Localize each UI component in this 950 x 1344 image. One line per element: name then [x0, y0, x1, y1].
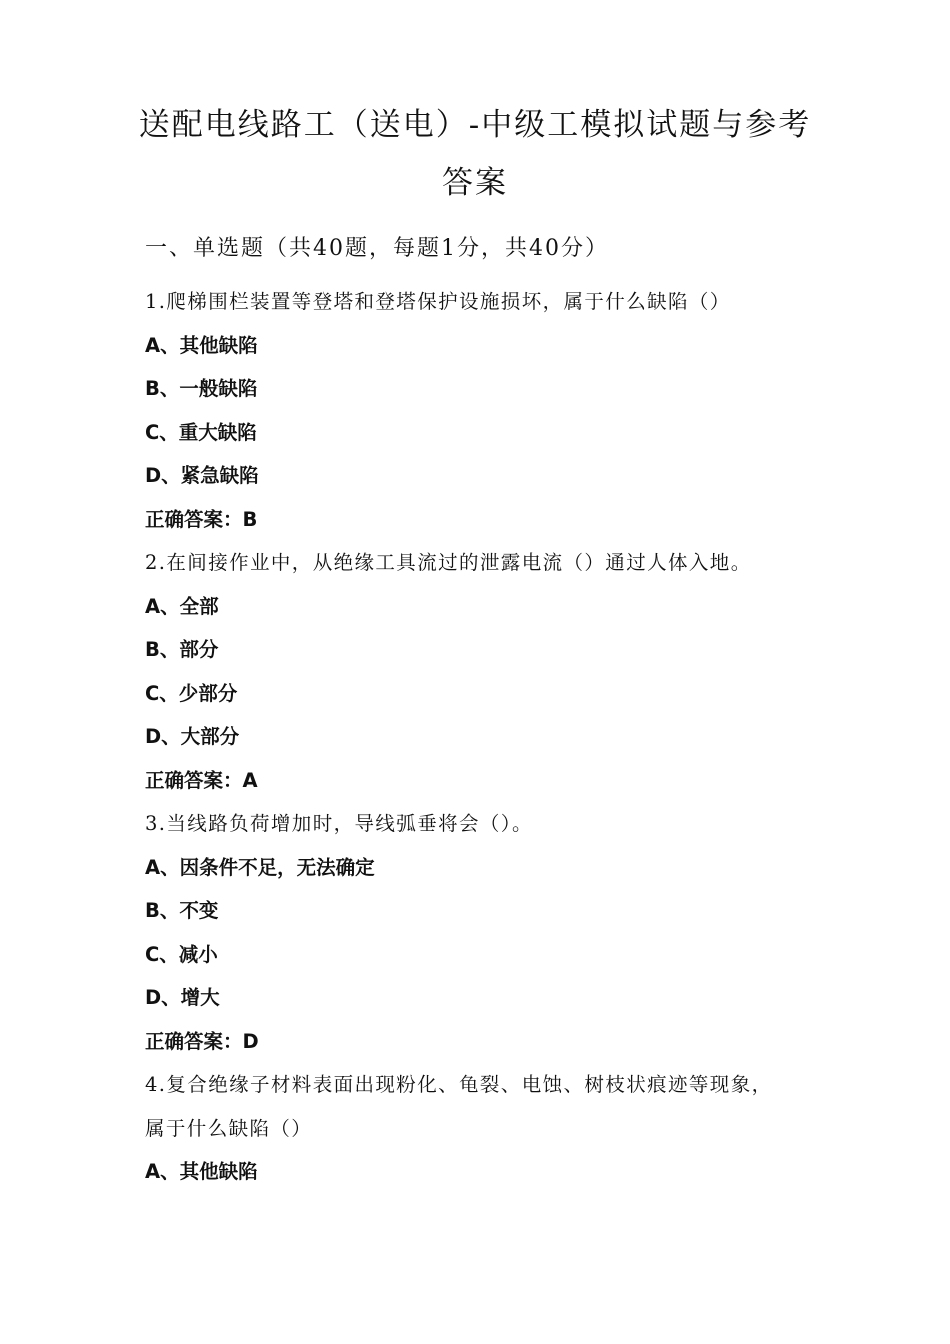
- question-4-stem-line-2: 属于什么缺陷（）: [145, 1116, 313, 1140]
- question-1-option-c: C、重大缺陷: [145, 420, 257, 444]
- question-4-stem-line-1: 4.复合绝缘子材料表面出现粉化、龟裂、电蚀、树枝状痕迹等现象，: [145, 1073, 773, 1096]
- question-2-answer: 正确答案：A: [145, 768, 258, 792]
- question-2-option-a: A、全部: [145, 594, 219, 618]
- document-title-line-1: 送配电线路工（送电）-中级工模拟试题与参考: [138, 107, 812, 143]
- question-2-stem: 2.在间接作业中，从绝缘工具流过的泄露电流（）通过人体入地。: [145, 551, 752, 574]
- question-3-option-d: D、增大: [145, 986, 220, 1009]
- section-heading: 一、单选题（共40题，每题1分，共40分）: [145, 236, 609, 261]
- question-3-option-b: B、不变: [145, 899, 219, 922]
- question-3-stem: 3.当线路负荷增加时，导线弧垂将会（）。: [145, 812, 533, 835]
- question-1-option-d: D、紧急缺陷: [145, 464, 259, 487]
- question-1-option-a: A、其他缺陷: [145, 333, 258, 357]
- question-1-option-b: B、一般缺陷: [145, 377, 258, 400]
- question-3-option-a: A、因条件不足，无法确定: [145, 855, 375, 879]
- document-title-line-2: 答案: [442, 165, 508, 201]
- question-1-stem: 1.爬梯围栏装置等登塔和登塔保护设施损坏，属于什么缺陷（）: [145, 290, 731, 313]
- question-4-option-a: A、其他缺陷: [145, 1160, 258, 1183]
- question-2-option-d: D、大部分: [145, 725, 240, 748]
- question-2-option-b: B、部分: [145, 638, 219, 661]
- question-3-option-c: C、减小: [145, 942, 218, 966]
- question-3-answer: 正确答案：D: [145, 1029, 259, 1053]
- question-2-option-c: C、少部分: [145, 681, 238, 705]
- question-1-answer: 正确答案：B: [145, 507, 258, 531]
- question-list: [145, 280, 835, 1194]
